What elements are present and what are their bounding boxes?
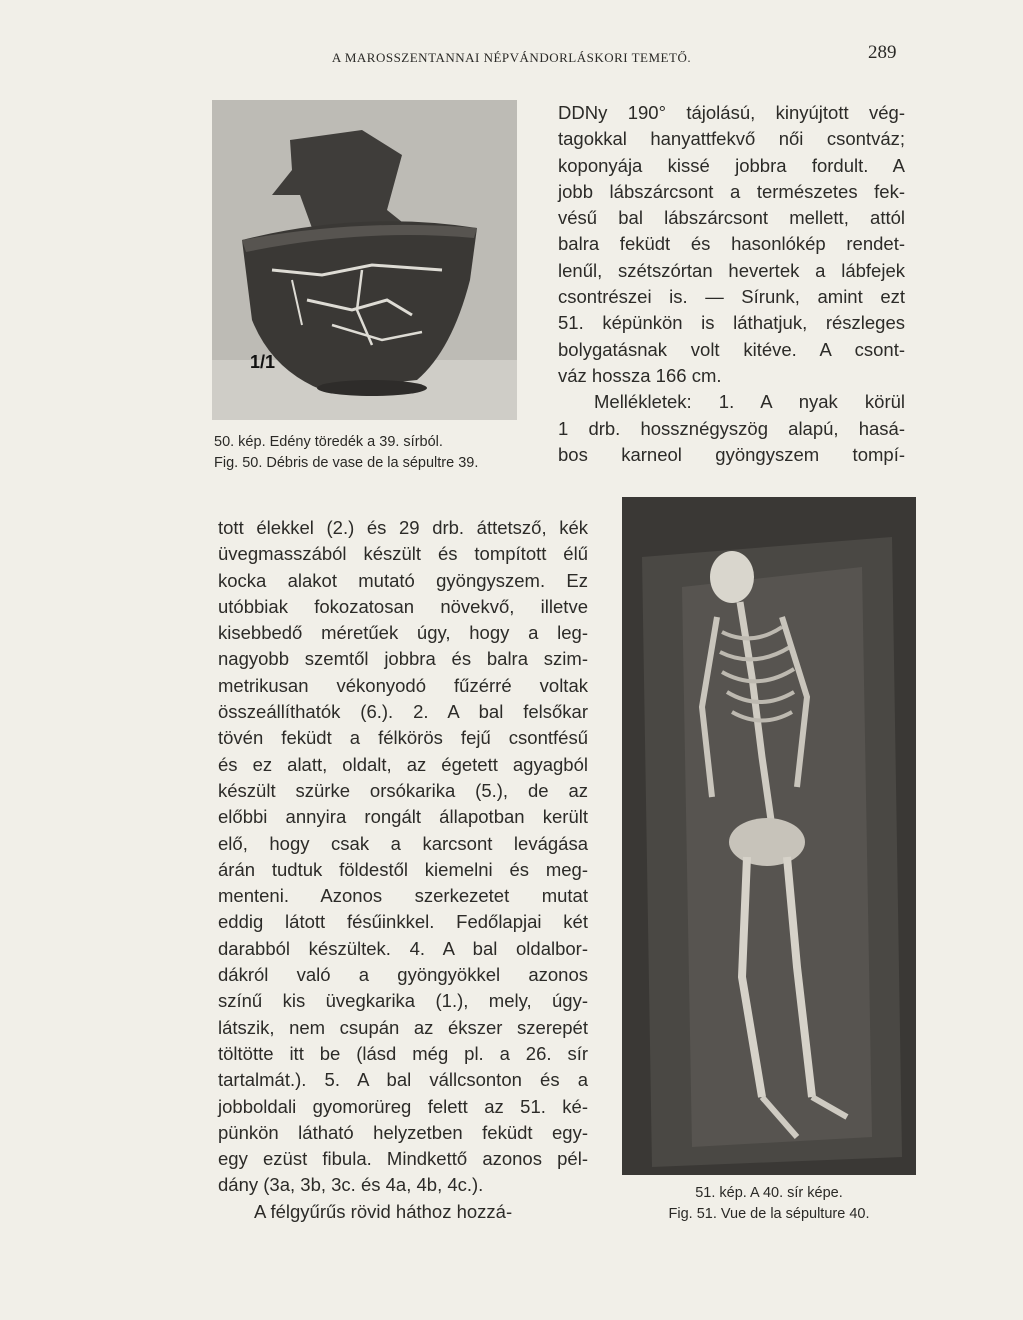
text-line: tartalmát.). 5. A bal vállcsonton és a: [218, 1069, 588, 1091]
text-line: töltötte itt be (lásd még pl. a 26. sír: [218, 1042, 588, 1064]
text-line: látszik, nem csupán az ékszer szerepét: [218, 1016, 588, 1038]
text-line: koponyája kissé jobbra fordult. A: [558, 154, 905, 176]
page-number: 289: [868, 42, 897, 63]
text-line: készült szürke orsókarika (5.), de az: [218, 779, 588, 801]
grave-skeleton-photo: [622, 497, 916, 1175]
text-line: váz hossza 166 cm.: [558, 364, 722, 386]
running-head: A MAROSSZENTANNAI NÉPVÁNDORLÁSKORI TEMETŐ.: [331, 50, 692, 65]
text-line: A félgyűrűs rövid háthoz hozzá-: [254, 1200, 513, 1222]
text-line: bolygatásnak volt kitéve. A csont-: [558, 338, 905, 360]
text-line: DDNy 190° tájolású, kinyújtott vég-: [558, 102, 905, 123]
text-line: bos karneol gyöngyszem tompí-: [558, 443, 905, 465]
text-line: színű kis üvegkarika (1.), mely, úgy-: [218, 990, 588, 1012]
right-column-text: [558, 100, 905, 468]
text-line: Mellékletek: 1. A nyak körül: [594, 391, 905, 413]
figure-50-caption: [214, 432, 478, 474]
figure-50-caption-hu: 50. kép. Edény töredék a 39. sírból.: [214, 434, 443, 450]
text-line: lenűl, szétszórtan hevertek a lábfejek: [558, 259, 905, 281]
text-line: menteni. Azonos szerkezetet mutat: [218, 885, 588, 907]
text-line: utóbbiak fokozatosan növekvő, illetve: [218, 595, 588, 617]
text-line: kocka alakot mutató gyöngyszem. Ez: [218, 569, 588, 591]
text-line: tott élekkel (2.) és 29 drb. áttetsző, kék: [218, 517, 588, 538]
text-line: vésű bal lábszárcsont mellett, attól: [558, 207, 905, 229]
text-line: üvegmasszából készült és tompított élű: [218, 543, 588, 565]
text-line: balra feküdt és hasonlókép rendet-: [558, 233, 905, 255]
text-line: pünkön látható helyzetben feküdt egy-: [218, 1121, 588, 1143]
text-line: elő, hogy csak a karcsont levágása: [218, 832, 588, 854]
figure-51-caption: [622, 1183, 916, 1225]
text-line: egy ezüst fibula. Mindkettő azonos pél-: [218, 1148, 588, 1170]
text-line: dány (3a, 3b, 3c. és 4a, 4b, 4c.).: [218, 1174, 484, 1196]
text-line: árán tudtuk földestől kiemelni és meg-: [218, 858, 588, 880]
text-line: csontrészei is. — Sírunk, amint ezt: [558, 286, 905, 308]
left-column-text: [218, 515, 588, 1225]
figure-51-caption-hu: 51. kép. A 40. sír képe.: [695, 1185, 843, 1201]
text-line: nagyobb szemtől jobbra és balra szim-: [218, 648, 588, 670]
text-line: jobboldali gyomorüreg felett az 51. ké-: [218, 1095, 588, 1117]
text-line: 1 drb. hossznégyszög alapú, hasá-: [558, 417, 905, 439]
text-line: tagokkal hanyattfekvő női csontváz;: [558, 128, 905, 150]
text-line: darabból készültek. 4. A bal oldalbor-: [218, 937, 588, 959]
text-line: eddig látott fésűinkkel. Fedőlapjai két: [218, 911, 588, 933]
text-line: metrikusan vékonyodó fűzérré voltak: [218, 674, 588, 696]
text-line: tövén feküdt a félkörös fejű csontfésű: [218, 727, 588, 749]
scale-mark: 1/1: [250, 352, 276, 372]
text-line: előbbi annyira rongált állapotban került: [218, 806, 588, 828]
text-line: összeállíthatók (6.). 2. A bal felsőkar: [218, 701, 588, 723]
text-line: kisebbedő méretűek úgy, hogy a leg-: [218, 622, 588, 644]
text-line: 51. képünkön is láthatjuk, részleges: [558, 312, 905, 334]
text-line: jobb lábszárcsont a természetes fek-: [558, 180, 905, 202]
text-line: dákról való a gyöngyökkel azonos: [218, 964, 588, 986]
figure-50-caption-fr: Fig. 50. Débris de vase de la sépultre 39.: [214, 455, 479, 471]
text-line: és ez alatt, oldalt, az égetett agyagból: [218, 753, 588, 775]
figure-51-caption-fr: Fig. 51. Vue de la sépulture 40.: [668, 1206, 870, 1222]
